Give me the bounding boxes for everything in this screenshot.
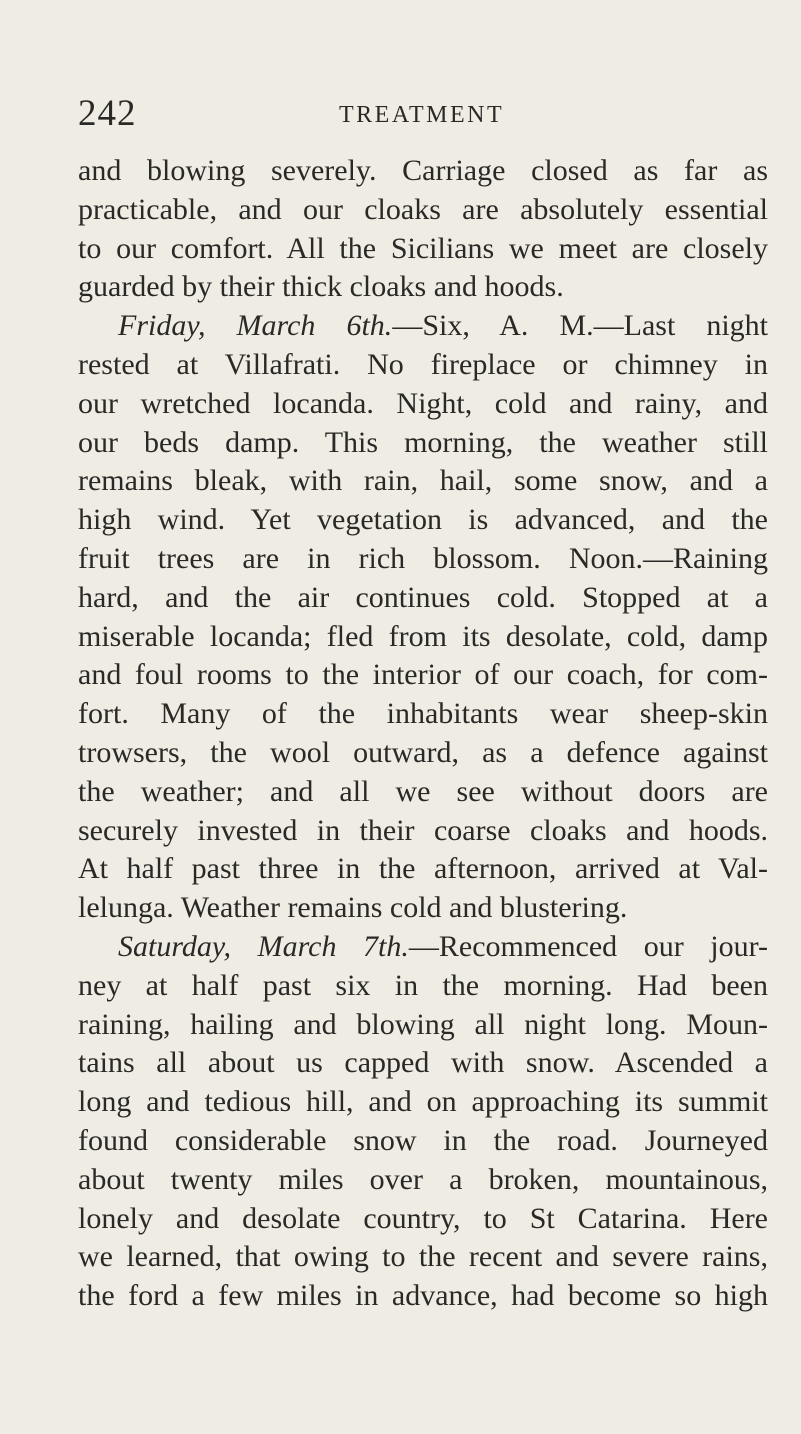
line-text: practicable, and our cloaks are absolutely essential (78, 192, 768, 226)
text-line (78, 346, 768, 385)
text-line (78, 850, 768, 889)
line-text: we learned, that owing to the recent and severe rains, (78, 1240, 768, 1274)
line-text: remains bleak, with rain, hail, some snow, and a (78, 464, 768, 498)
line-text: securely invested in their coarse cloaks and hoods. (78, 813, 768, 847)
text-line (78, 967, 768, 1006)
text-line (78, 618, 768, 657)
line-text: lonely and desolate country, to St Catarina. Here (78, 1201, 768, 1235)
line-text: ney at half past six in the morning. Had been (78, 968, 768, 1002)
line-text: miserable locanda; fled from its desolate, cold, damp (78, 619, 768, 653)
running-title: TREATMENT (339, 102, 505, 128)
text-line (78, 579, 768, 618)
line-text: At half past three in the afternoon, arrived at Val- (78, 852, 768, 886)
line-text: rested at Villafrati. No fireplace or chimney in (78, 347, 768, 381)
text-line (78, 773, 768, 812)
text-line (78, 191, 768, 230)
text-line (78, 1200, 768, 1239)
line-text: our beds damp. This morning, the weather still (78, 425, 768, 459)
text-line (78, 424, 768, 463)
line-text: to our comfort. All the Sicilians we meet are closely (78, 231, 768, 265)
line-text: lelunga. Weather remains cold and blustering. (78, 891, 628, 925)
line-text: —Six, A. M.—Last night (392, 309, 768, 343)
line-text: trowsers, the wool outward, as a defence against (78, 735, 768, 769)
line-text: tains all about us capped with snow. Ascended a (78, 1046, 768, 1080)
text-line (78, 1238, 768, 1277)
text-line (78, 734, 768, 773)
text-line (78, 307, 768, 346)
text-line (78, 1277, 768, 1316)
line-text: high wind. Yet vegetation is advanced, and the (78, 503, 768, 537)
line-text: found considerable snow in the road. Journeyed (78, 1123, 768, 1157)
running-head (78, 92, 768, 138)
body-text (78, 152, 768, 1316)
text-line (78, 1161, 768, 1200)
text-line (78, 889, 768, 928)
text-line (78, 540, 768, 579)
text-line (78, 812, 768, 851)
text-line (78, 1122, 768, 1161)
line-text: long and tedious hill, and on approaching its summit (78, 1085, 768, 1119)
line-text: the weather; and all we see without doors are (78, 774, 768, 808)
text-line (78, 1044, 768, 1083)
text-line (78, 928, 768, 967)
text-line (78, 1006, 768, 1045)
text-line (78, 656, 768, 695)
line-text: —Recommenced our jour- (408, 929, 769, 963)
line-text: hard, and the air continues cold. Stopped at a (78, 580, 768, 614)
text-line (78, 695, 768, 734)
text-line (78, 1083, 768, 1122)
line-text: the ford a few miles in advance, had become so high (78, 1279, 768, 1313)
page-number: 242 (78, 93, 137, 134)
text-line (78, 501, 768, 540)
line-text: our wretched locanda. Night, cold and rainy, and (78, 386, 768, 420)
text-line (78, 230, 768, 269)
entry-date: Friday, March 6th. (118, 309, 393, 343)
line-text: fort. Many of the inhabitants wear sheep-skin (78, 697, 768, 731)
text-line (78, 152, 768, 191)
entry-date: Saturday, March 7th. (118, 929, 409, 963)
line-text: raining, hailing and blowing all night long. Moun- (78, 1007, 768, 1041)
line-text: guarded by their thick cloaks and hoods. (78, 270, 564, 304)
text-line (78, 268, 768, 307)
text-line (78, 462, 768, 501)
line-text: and foul rooms to the interior of our coach, for com- (78, 658, 768, 692)
line-text: about twenty miles over a broken, mountainous, (78, 1162, 768, 1196)
line-text: and blowing severely. Carriage closed as far as (78, 154, 768, 187)
line-text: fruit trees are in rich blossom. Noon.—Raining (78, 541, 768, 575)
text-line (78, 385, 768, 424)
